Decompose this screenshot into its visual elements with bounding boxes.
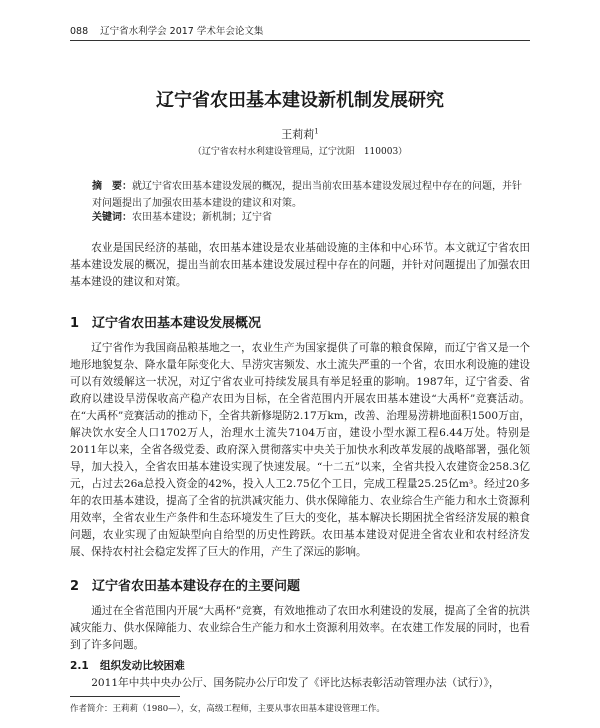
author-sup: 1 [314,127,319,136]
page-number: 088 [70,26,89,37]
author-line [0,126,600,142]
author-affiliation: （辽宁省农村水利建设管理局，辽宁沈阳 110003） [192,147,408,157]
running-header [70,23,530,41]
section-1-number: 1 [70,316,80,331]
subsection-2-1-title: 组织发动比较困难 [100,660,185,672]
keywords-text: 农田基本建设；新机制；辽宁省 [132,212,272,223]
section-1-heading [70,312,261,331]
section-1-paragraph: 辽宁省作为我国商品粮基地之一，农业生产为国家提供了可靠的粮食保障，而辽宁省又是一个地形地貌复杂、降水量年际变化大、旱涝灾害频发、水土流失严重的一个省，农田水利设施的建设可以有效缓解这一状况，对辽宁省农业可持续发展具有举足轻重的影响。1987年，辽宁省委、省政府以建设旱涝保收高产稳产农田为目标，在全省范围内开展农田基本建设“大禹杯”竞赛活动。在“大禹杯”竞赛活动的推动下，全省共新修堤防2.17万km，改善、治理易涝耕地面积1500万亩，解决饮水安全人口1702万人，治理水土流失7104万亩，建设小型水源工程6.44万处。特别是2011年以来，全省各级党委、政府深入贯彻落实中央关于加快水利改革发展的战略部署，强化领导，加大投入，全省农田基本建设实现了快速发展。“十二五”以来，全省共投入农建资金258.3亿元，占过去26a总投入资金的42%，投入人工2.75亿个工日，完成工程量25.25亿m³。经过20多年的农田基本建设，提高了全省的抗洪减灾能力、供水保障能力、农业综合生产能力和水土资源利用效率，全省农业生产条件和生态环境发生了巨大的变化，基本解决长期困扰全省经济发展的粮食问题，农业实现了由短缺型向自给型的历史性跨跃。农田基本建设对促进全省农业和农村经济发展、保持农村社会稳定发挥了巨大的作用，产生了深远的影响。 [70,342,530,558]
subsection-2-1-paragraph: 2011年中共中央办公厅、国务院办公厅印发了《评比达标表彰活动管理办法（试行）》， [91,677,500,689]
keywords [92,210,528,226]
keywords-label: 关键词： [92,212,132,223]
footnote-divider [70,696,180,697]
article-title: 辽宁省农田基本建设新机制发展研究 [156,90,444,111]
intro-paragraph: 农业是国民经济的基础，农田基本建设是农业基础设施的主体和中心环节。本文就辽宁省农田基本建设发展的概况，提出当前农田基本建设发展过程中存在的问题，并针对问题提出了加强农田基本建设的建议和对策。 [70,242,530,288]
section-2-number: 2 [70,579,80,594]
author-footnote: 作者简介：王莉莉（1980—），女，高级工程师，主要从事农田基本建设管理工作。 [70,704,385,714]
section-2-title: 辽宁省农田基本建设存在的主要问题 [92,579,301,594]
abstract-label: 摘 要： [92,181,132,192]
abstract [92,178,528,212]
abstract-text: 就辽宁省农田基本建设发展的概况，提出当前农田基本建设发展过程中存在的问题，并针对问题提出了加强农田基本建设的建议和对策。 [92,181,522,209]
subsection-2-1-heading [70,658,185,673]
subsection-2-1-number: 2.1 [70,660,89,672]
section-2-heading [70,575,300,594]
section-1-title: 辽宁省农田基本建设发展概况 [92,316,262,331]
author-name: 王莉莉 [281,128,315,141]
journal-name: 辽宁省水利学会 2017 学术年会论文集 [100,26,264,37]
section-2-paragraph: 通过在全省范围内开展“大禹杯”竞赛，有效地推动了农田水利建设的发展，提高了全省的抗洪减灾能力、供水保障能力、农业综合生产能力和水土资源利用效率。在农建工作发展的同时，也看到了许多问题。 [70,605,530,651]
